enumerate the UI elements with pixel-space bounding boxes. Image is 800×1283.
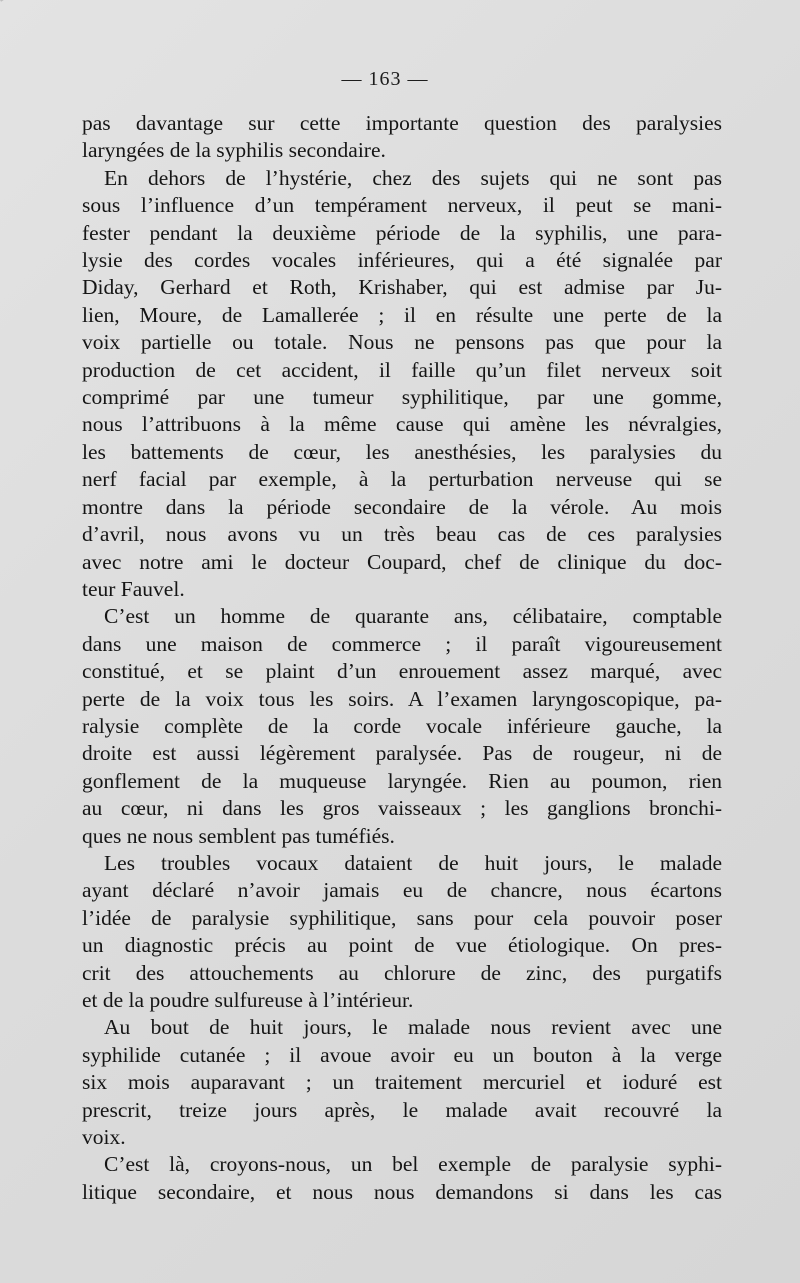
paragraph-3	[82, 603, 722, 850]
text-line: montre dans la période secondaire de la vérole. Au mois	[82, 494, 722, 519]
text-line: litique secondaire, et nous nous demandons si dans les cas	[82, 1179, 722, 1204]
text-line: dans une maison de commerce ; il paraît vigoureusement	[82, 631, 722, 656]
paragraph-6	[82, 1151, 722, 1206]
text-line: prescrit, treize jours après, le malade avait recouvré la	[82, 1097, 722, 1122]
text-line: syphilide cutanée ; il avoue avoir eu un bouton à la verge	[82, 1042, 722, 1067]
text-line: pas davantage sur cette importante question des paralysies	[82, 111, 722, 135]
text-line: avec notre ami le docteur Coupard, chef de clinique du doc-	[82, 549, 722, 574]
text-line: et de la poudre sulfureuse à l’intérieur.	[82, 988, 414, 1012]
text-line: voix.	[82, 1125, 126, 1150]
scan-edge-mark	[0, 0, 77, 2]
text-line: nerf facial par exemple, à la perturbation nerveuse qui se	[82, 467, 722, 492]
text-line: C’est là, croyons-nous, un bel exemple de paralysie syphi-	[104, 1152, 722, 1177]
text-line: lysie des cordes vocales inférieures, qui a été signalée par	[82, 248, 722, 273]
paragraph-2	[82, 165, 722, 604]
text-line: six mois auparavant ; un traitement mercuriel et ioduré est	[82, 1070, 722, 1095]
text-line: lien, Moure, de Lamallerée ; il en résulte une perte de la	[82, 302, 722, 327]
text-line: nous l’attribuons à la même cause qui amène les névralgies,	[82, 412, 722, 437]
text-line: au cœur, ni dans les gros vaisseaux ; les ganglions bronchi-	[82, 796, 722, 821]
text-line: Les troubles vocaux dataient de huit jours, le malade	[104, 850, 722, 875]
text-line: En dehors de l’hystérie, chez des sujets qui ne sont pas	[104, 165, 722, 190]
paragraph-5	[82, 1014, 722, 1151]
body-text	[82, 110, 722, 1206]
text-line: laryngées de la syphilis secondaire.	[82, 138, 386, 163]
text-line: perte de la voix tous les soirs. A l’examen laryngoscopique, pa-	[82, 686, 722, 711]
text-line: ralysie complète de la corde vocale inférieure gauche, la	[82, 713, 722, 738]
text-line: un diagnostic précis au point de vue étiologique. On pres-	[82, 933, 722, 958]
text-line: production de cet accident, il faille qu’un filet nerveux soit	[82, 357, 722, 382]
text-line: droite est aussi légèrement paralysée. Pas de rougeur, ni de	[82, 741, 722, 766]
page-number: — 163 —	[341, 68, 429, 90]
text-line: constitué, et se plaint d’un enrouement assez marqué, avec	[82, 659, 722, 684]
text-line: Diday, Gerhard et Roth, Krishaber, qui est admise par Ju-	[82, 275, 722, 300]
text-line: Au bout de huit jours, le malade nous revient avec une	[104, 1015, 722, 1040]
text-line: l’idée de paralysie syphilitique, sans pour cela pouvoir poser	[82, 905, 722, 930]
text-line: sous l’influence d’un tempérament nerveux, il peut se mani-	[82, 193, 722, 218]
text-line: crit des attouchements au chlorure de zinc, des purgatifs	[82, 960, 722, 985]
text-line: comprimé par une tumeur syphilitique, par une gomme,	[82, 385, 722, 410]
text-line: gonflement de la muqueuse laryngée. Rien au poumon, rien	[82, 768, 722, 793]
text-line: voix partielle ou totale. Nous ne pensons pas que pour la	[82, 330, 722, 355]
text-line: fester pendant la deuxième période de la syphilis, une para-	[82, 220, 722, 245]
text-line: teur Fauvel.	[82, 576, 185, 601]
text-line: ques ne nous semblent pas tuméfiés.	[82, 823, 395, 848]
text-line: C’est un homme de quarante ans, célibataire, comptable	[104, 604, 722, 629]
text-line: d’avril, nous avons vu un très beau cas de ces paralysies	[82, 522, 722, 547]
paragraph-1	[82, 110, 722, 165]
text-line: les battements de cœur, les anesthésies, les paralysies du	[82, 439, 722, 464]
paragraph-4	[82, 850, 722, 1014]
text-line: ayant déclaré n’avoir jamais eu de chancre, nous écartons	[82, 878, 722, 903]
